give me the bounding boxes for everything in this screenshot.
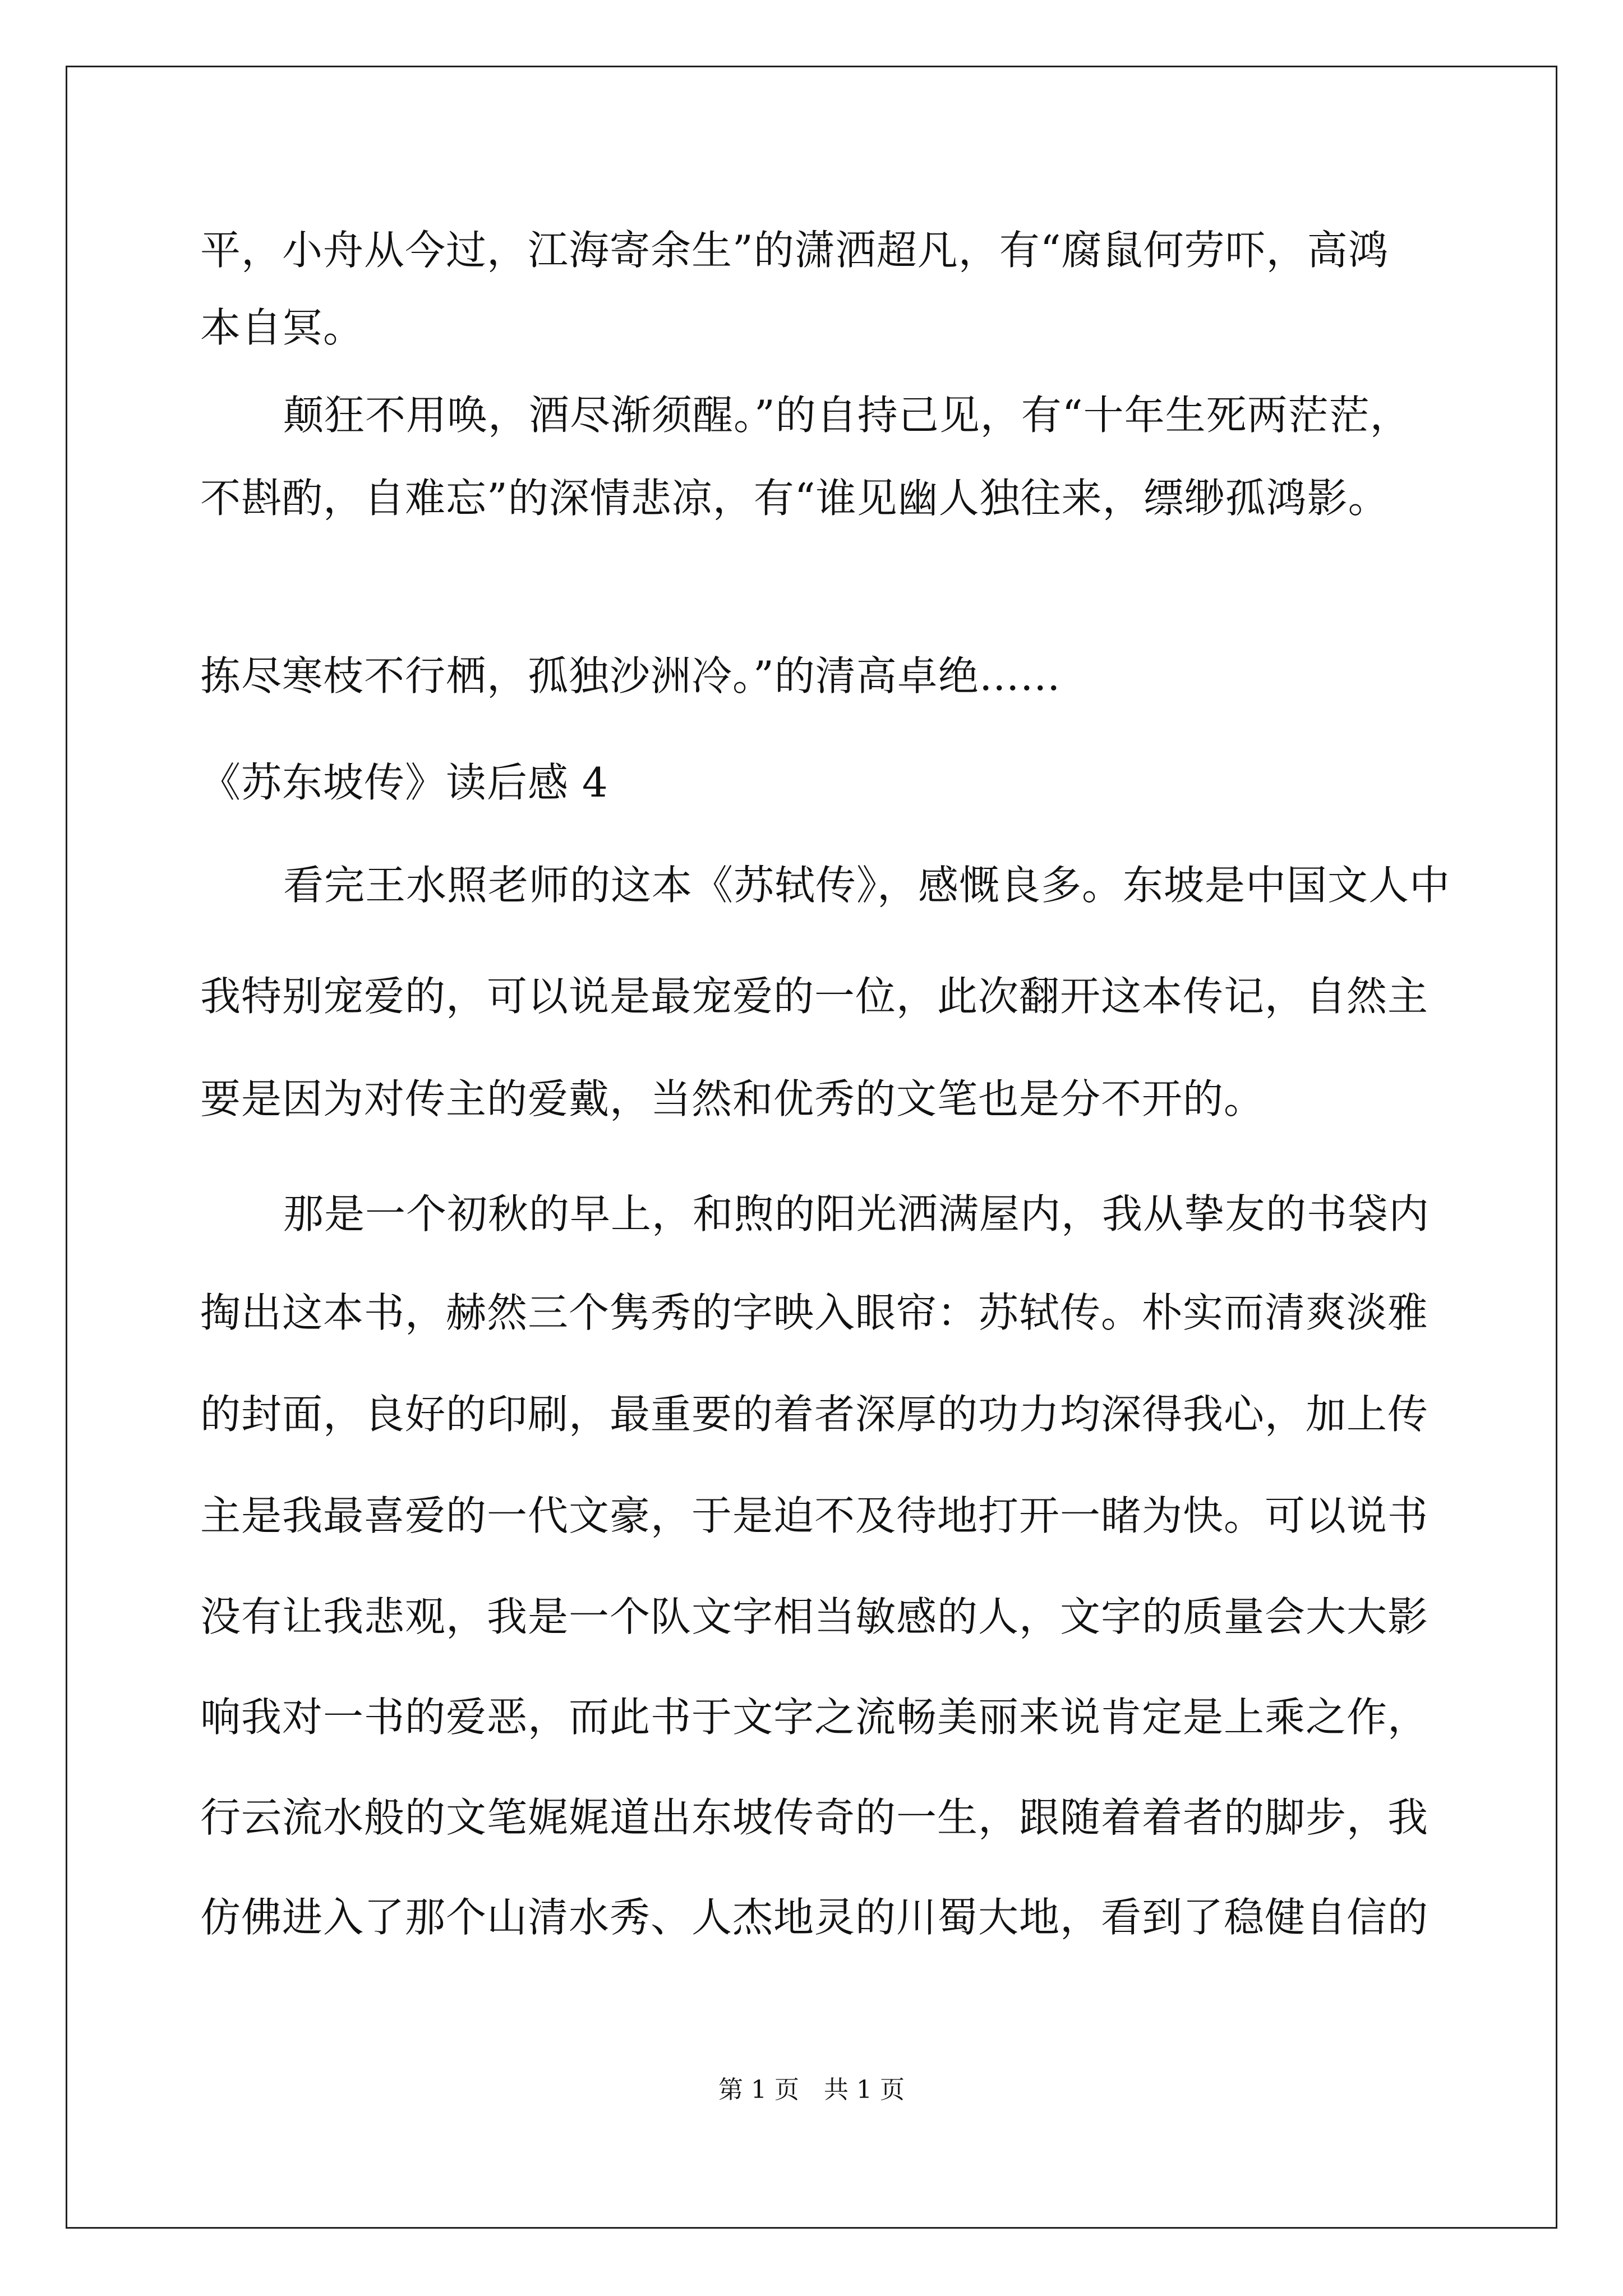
section-heading: 《苏东坡传》读后感 4 <box>200 759 608 806</box>
text-line: 没有让我悲观，我是一个队文字相当敏感的人，文字的质量会大大影 <box>200 1593 1429 1640</box>
text-line: 的封面，良好的印刷，最重要的着者深厚的功力均深得我心，加上传 <box>200 1391 1429 1438</box>
text-line: 那是一个初秋的早上，和煦的阳光洒满屋内，我从挚友的书袋内 <box>283 1190 1430 1237</box>
text-line: 不斟酌，自难忘”的深情悲凉，有“谁见幽人独往来，缥缈孤鸿影。 <box>200 475 1389 522</box>
text-line: 我特别宠爱的，可以说是最宠爱的一位，此次翻开这本传记，自然主 <box>200 973 1429 1020</box>
text-line: 颠狂不用唤，酒尽渐须醒。”的自持己见，有“十年生死两茫茫， <box>283 392 1411 439</box>
text-line: 要是因为对传主的爱戴，当然和优秀的文笔也是分不开的。 <box>200 1075 1265 1122</box>
text-line: 看完王水照老师的这本《苏轼传》，感慨良多。东坡是中国文人中 <box>283 862 1451 909</box>
text-line: 本自冥。 <box>200 304 365 351</box>
text-line: 拣尽寒枝不行栖，孤独沙洲冷。”的清高卓绝…… <box>200 652 1061 700</box>
page-number-footer: 第 1 页 共 1 页 <box>718 2076 905 2104</box>
text-line: 仿佛进入了那个山清水秀、人杰地灵的川蜀大地，看到了稳健自信的 <box>200 1894 1429 1941</box>
text-line: 主是我最喜爱的一代文豪，于是迫不及待地打开一睹为快。可以说书 <box>200 1492 1429 1539</box>
text-line: 掏出这本书，赫然三个隽秀的字映入眼帘：苏轼传。朴实而清爽淡雅 <box>200 1289 1429 1336</box>
text-line: 行云流水般的文笔娓娓道出东坡传奇的一生，跟随着着者的脚步，我 <box>200 1794 1429 1841</box>
text-line: 平，小舟从今过，江海寄余生”的潇洒超凡，有“腐鼠何劳吓，高鸿 <box>200 227 1389 274</box>
text-line: 响我对一书的爱恶，而此书于文字之流畅美丽来说肯定是上乘之作， <box>200 1694 1429 1741</box>
